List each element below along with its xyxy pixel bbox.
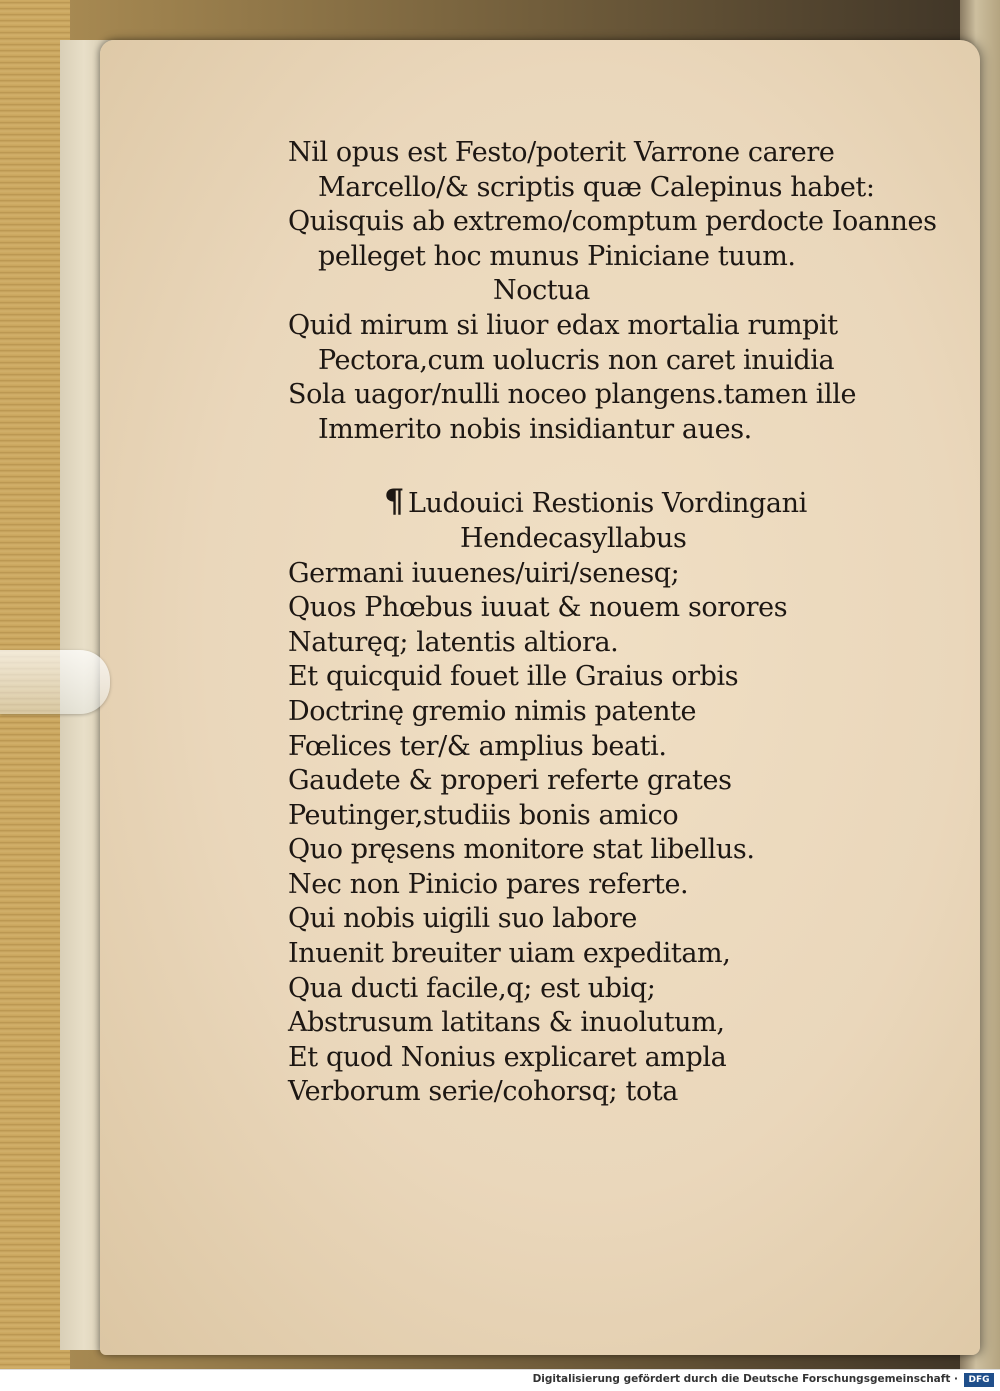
section-heading xyxy=(288,484,948,522)
text-line: Sola uagor/nulli noceo plangens.tamen ille xyxy=(288,379,857,411)
pilcrow-icon: ¶ xyxy=(384,482,404,521)
dfg-logo: DFG xyxy=(964,1373,994,1387)
poem-line: Qua ducti facile,q; est ubiq; xyxy=(288,972,656,1004)
poem-line: Quo pręsens monitore stat libellus. xyxy=(288,834,755,866)
poem-line: Abstrusum latitans & inuolutum, xyxy=(288,1007,725,1039)
text-line: Immerito nobis insidiantur aues. xyxy=(318,413,752,445)
text-line: pelleget hoc munus Piniciane tuum. xyxy=(318,240,796,272)
footer-credit: Digitalisierung gefördert durch die Deutsche Forschungsgemeinschaft · xyxy=(532,1373,958,1385)
text-line: Pectora,cum uolucris non caret inuidia xyxy=(318,344,835,376)
text-line: Quid mirum si liuor edax mortalia rumpit xyxy=(288,309,838,341)
heading-line-2: Hendecasyllabus xyxy=(460,522,687,554)
poem-line: Et quod Nonius explicaret ampla xyxy=(288,1041,727,1073)
footer-bar xyxy=(0,1369,1000,1391)
page-text xyxy=(288,136,948,1110)
poem-line: Nec non Pinicio pares referte. xyxy=(288,868,689,900)
poem-line: Naturęq; latentis altiora. xyxy=(288,626,619,658)
poem-line: Inuenit breuiter uiam expeditam, xyxy=(288,938,731,970)
poem-line: Germani iuuenes/uiri/senesq; xyxy=(288,557,680,589)
book-page xyxy=(100,40,980,1355)
poem-line: Quos Phœbus iuuat & nouem sorores xyxy=(288,592,788,624)
poem-line: Doctrinę gremio nimis patente xyxy=(288,695,697,727)
poem-line: Qui nobis uigili suo labore xyxy=(288,903,637,935)
text-line: Quisquis ab extremo/comptum perdocte Ioannes xyxy=(288,206,937,238)
text-line: Nil opus est Festo/poterit Varrone carere xyxy=(288,137,835,168)
poem-line: Peutinger,studiis bonis amico xyxy=(288,799,679,831)
poem-line: Fœlices ter/& amplius beati. xyxy=(288,730,667,762)
heading-line-1: Ludouici Restionis Vordingani xyxy=(407,488,807,520)
poem-line: Verborum serie/cohorsq; tota xyxy=(288,1076,678,1108)
plastic-clip xyxy=(0,650,110,714)
poem-line: Et quicquid fouet ille Graius orbis xyxy=(288,661,739,693)
text-line: Marcello/& scriptis quæ Calepinus habet: xyxy=(318,171,875,203)
poem-line: Gaudete & properi referte grates xyxy=(288,765,732,797)
poem-title-noctua: Noctua xyxy=(493,275,590,307)
